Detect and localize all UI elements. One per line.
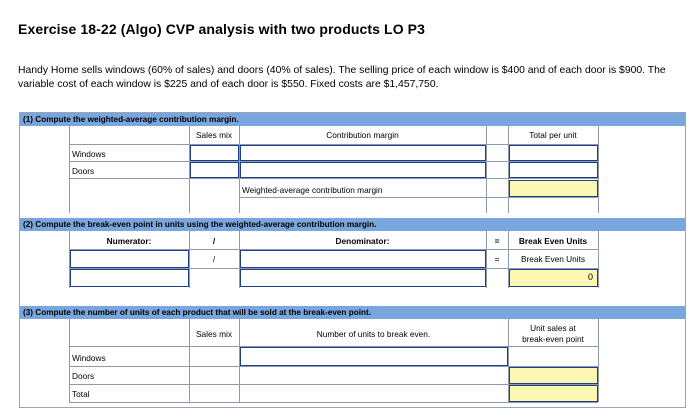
problem-statement: Handy Home sells windows (60% of sales) and doors (40% of sales). The selling price of each window is $400 and of each door is $900. The variable cost of each window is $225 and of each door is $550. Fixed costs are $1,457,750. xyxy=(18,65,666,90)
equals-sign: = xyxy=(494,254,500,264)
part3-header: (3) Compute the number of units of each product that will be sold at the break-even point. xyxy=(20,306,685,319)
wacm-input[interactable] xyxy=(509,180,598,197)
part3-col-sales-mix: Sales mix xyxy=(196,329,232,339)
divide-sign-header: / xyxy=(212,236,216,246)
part2-header: (2) Compute the break-even point in units using the weighted-average contribution margin. xyxy=(20,218,685,231)
part1-header: (1) Compute the weighted-average contribution margin. xyxy=(20,113,685,126)
grid-line xyxy=(486,126,487,213)
part1-row-windows: Windows xyxy=(72,149,106,159)
grid-line xyxy=(598,319,599,402)
wacm-label: Weighted-average contribution margin xyxy=(242,185,383,195)
numerator-header: Numerator: xyxy=(106,236,152,246)
part3-col-unit-sales-line2: break-even point xyxy=(522,334,584,344)
worksheet xyxy=(19,112,686,408)
exercise-title: Exercise 18-22 (Algo) CVP analysis with two products LO P3 xyxy=(18,21,425,37)
break-even-units-header: Break Even Units xyxy=(518,236,588,246)
units-to-break-even-input[interactable] xyxy=(240,347,508,366)
denominator-header: Denominator: xyxy=(335,236,390,246)
divide-sign: / xyxy=(212,254,216,264)
windows-unit-sales-input[interactable] xyxy=(509,367,598,384)
grid-line xyxy=(69,402,598,403)
break-even-units-label: Break Even Units xyxy=(520,254,586,264)
windows-total-input[interactable] xyxy=(509,145,598,161)
doors-total-input[interactable] xyxy=(509,162,598,178)
grid-line xyxy=(69,178,598,179)
windows-contribution-input[interactable] xyxy=(240,145,486,161)
part1-col-contribution: Contribution margin xyxy=(326,130,399,140)
part3-row-doors: Doors xyxy=(72,371,95,381)
grid-line xyxy=(598,126,599,213)
grid-line xyxy=(69,126,70,213)
part1-row-doors: Doors xyxy=(72,166,95,176)
part3-col-units: Number of units to break even. xyxy=(316,329,431,339)
windows-sales-mix-input[interactable] xyxy=(190,145,239,161)
grid-line xyxy=(69,319,70,402)
part1-col-total: Total per unit xyxy=(529,130,577,140)
numerator-value-input[interactable] xyxy=(70,269,189,287)
part3-row-total: Total xyxy=(72,389,90,399)
doors-contribution-input[interactable] xyxy=(240,162,486,178)
part3-row-windows: Windows xyxy=(72,353,106,363)
doors-sales-mix-input[interactable] xyxy=(190,162,239,178)
grid-line xyxy=(598,231,599,288)
doors-unit-sales-input[interactable] xyxy=(509,385,598,402)
numerator-label-input[interactable] xyxy=(70,250,189,268)
part3-col-unit-sales-line1: Unit sales at xyxy=(530,323,576,333)
part1-col-sales-mix: Sales mix xyxy=(196,130,232,140)
break-even-units-result: 0 xyxy=(509,269,598,287)
grid-line xyxy=(239,197,598,198)
denominator-label-input[interactable] xyxy=(240,250,486,268)
denominator-value-input[interactable] xyxy=(240,269,486,287)
equals-sign-header: = xyxy=(494,236,500,246)
